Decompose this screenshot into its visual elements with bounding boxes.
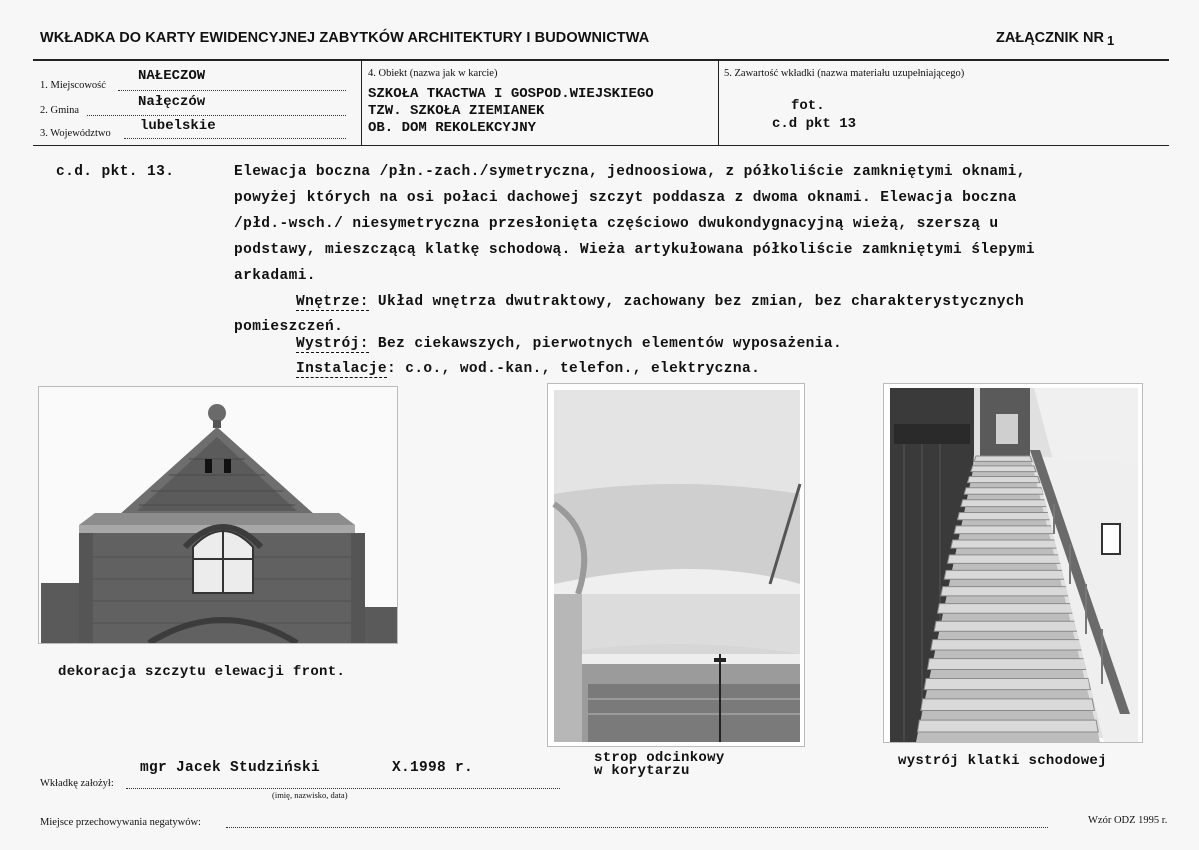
stair-step xyxy=(948,555,1064,563)
annex-label xyxy=(996,30,1114,46)
furnishing-line xyxy=(296,331,842,357)
stair-step xyxy=(944,570,1067,579)
stair-step xyxy=(931,640,1083,650)
caption-photo-2-line-2: w korytarzu xyxy=(594,763,690,779)
caption-photo-3: wystrój klatki schodowej xyxy=(898,753,1107,769)
commune-dots xyxy=(87,105,346,116)
furnishing-label: Wystrój: xyxy=(296,336,369,352)
paragraph-line-3: /płd.-wsch./ niesymetryczna przesłonięta częściowo dwukondygnacyjną wieżą, szerszą u xyxy=(234,216,999,232)
date-value: X.1998 r. xyxy=(392,760,474,776)
installations-line xyxy=(296,356,760,382)
paragraph-line-4: podstawy, mieszczącą klatkę schodową. Wieża artykułowana półkoliście zamkniętymi ślepymi xyxy=(234,242,1035,258)
caption-photo-2 xyxy=(594,752,725,778)
interior-continuation: pomieszczeń. xyxy=(234,319,344,335)
stair-step xyxy=(968,476,1040,482)
object-line-3: OB. DOM REKOLEKCYJNY xyxy=(368,120,537,136)
photo-gable xyxy=(38,386,398,644)
interior-label: Wnętrze: xyxy=(296,294,369,310)
author-value: mgr Jacek Studziński xyxy=(140,760,321,776)
ceiling-illustration xyxy=(548,384,804,746)
installations-label: Instalacje xyxy=(296,361,388,377)
document-title: WKŁADKA DO KARTY EWIDENCYJNEJ ZABYTKÓW ARCHITEKTURY I BUDOWNICTWA xyxy=(40,30,650,46)
staircase-illustration xyxy=(884,384,1142,742)
interior-text: Układ wnętrza dwutraktowy, zachowany bez zmian, bez charakterystycznych xyxy=(368,294,1025,310)
body-paragraph xyxy=(234,159,1164,289)
author-dots xyxy=(126,778,560,789)
object-line-2: TZW. SZKOŁA ZIEMIANEK xyxy=(368,103,545,119)
stair-step xyxy=(941,587,1071,596)
negatives-label: Miejsce przechowywania negatywów: xyxy=(40,817,201,828)
field-divider-2 xyxy=(718,61,719,145)
stair-step xyxy=(924,678,1090,689)
photo-ceiling xyxy=(547,383,805,747)
commune-value: Nałęczów xyxy=(138,94,206,110)
installations-text: : c.o., wod.-kan., telefon., elektryczna. xyxy=(387,361,761,377)
paragraph-line-5: arkadami. xyxy=(234,268,316,284)
author-hint: (imię, nazwisko, data) xyxy=(272,790,348,800)
paragraph-line-1: Elewacja boczna /płn.-zach./symetryczna, jednoosiowa, z półkoliście zamkniętymi oknami, xyxy=(234,164,1026,180)
locality-value: NAŁECZOW xyxy=(138,68,206,84)
annex-text: ZAŁĄCZNIK NR xyxy=(996,30,1104,46)
field-bottom-rule xyxy=(33,145,1169,146)
locality-label: 1. Miejscowość xyxy=(40,80,106,91)
template-label: Wzór ODZ 1995 r. xyxy=(1088,815,1168,826)
stair-step xyxy=(921,699,1095,711)
object-line-1: SZKOŁA TKACTWA I GOSPOD.WIEJSKIEGO xyxy=(368,86,654,102)
stair-step xyxy=(918,720,1099,732)
photo-staircase xyxy=(883,383,1143,743)
caption-photo-2-line-1: strop odcinkowy xyxy=(594,750,725,766)
body-reference: c.d. pkt. 13. xyxy=(56,164,175,180)
paragraph-line-2: powyżej których na osi połaci dachowej szczyt poddasza z dwoma oknami. Elewacja boczna xyxy=(234,190,1017,206)
stair-step xyxy=(928,659,1087,670)
stair-step xyxy=(954,526,1055,534)
voivodeship-label: 3. Województwo xyxy=(40,128,111,139)
interior-line xyxy=(296,289,1024,315)
annex-number: 1 xyxy=(1106,33,1115,48)
contents-line-1: fot. xyxy=(791,98,825,114)
stair-step xyxy=(961,500,1048,507)
gable-illustration xyxy=(39,387,397,643)
stair-step xyxy=(958,512,1052,519)
author-label: Wkładkę założył: xyxy=(40,778,114,789)
stair-step xyxy=(974,456,1032,461)
contents-line-2: c.d pkt 13 xyxy=(772,116,857,132)
furnishing-text: Bez ciekawszych, pierwotnych elementów wyposażenia. xyxy=(368,336,843,352)
field-divider-1 xyxy=(361,61,362,145)
stair-step xyxy=(938,604,1075,614)
header-rule xyxy=(33,59,1169,61)
stair-step xyxy=(951,540,1060,548)
voivodeship-value: lubelskie xyxy=(140,118,216,134)
stair-step xyxy=(971,466,1036,472)
stair-step xyxy=(964,488,1044,495)
stair-step xyxy=(934,621,1079,631)
caption-photo-1: dekoracja szczytu elewacji front. xyxy=(58,664,346,680)
object-label: 4. Obiekt (nazwa jak w karcie) xyxy=(368,68,498,79)
contents-label: 5. Zawartość wkładki (nazwa materiału uzupełniającego) xyxy=(724,68,965,79)
negatives-dots xyxy=(226,817,1048,828)
commune-label: 2. Gmina xyxy=(40,105,80,116)
